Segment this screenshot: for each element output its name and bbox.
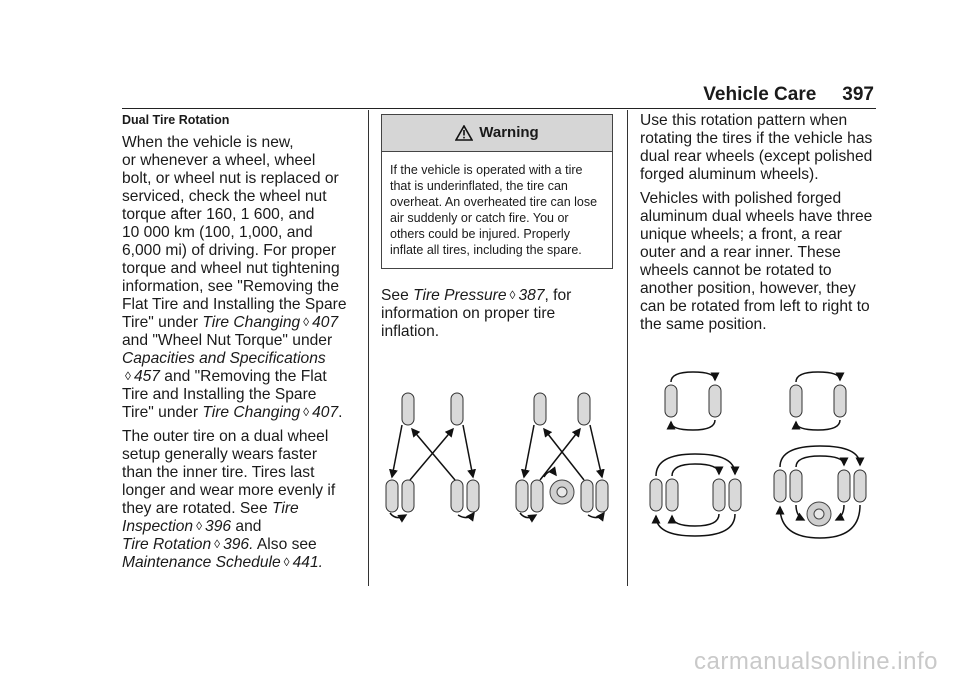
link-tire-changing[interactable]: Tire Changing ◊ 407 xyxy=(202,314,339,331)
rotation-diagram-dual-spare xyxy=(510,385,620,525)
text-line: they are rotated. See xyxy=(122,500,272,517)
text-line: Tire" under xyxy=(122,314,203,331)
text-line: longer and wear more evenly if xyxy=(122,482,336,499)
rotation-arrow xyxy=(520,513,536,518)
text-line: . xyxy=(338,404,343,421)
tire-rear-right-inner xyxy=(581,480,593,512)
page-number: 397 xyxy=(842,84,874,105)
polished-front-rotation-2 xyxy=(781,368,861,434)
rotation-arrow xyxy=(796,372,840,382)
text-line: setup generally wears faster xyxy=(122,446,318,463)
tire-front-left xyxy=(402,393,414,425)
rotation-arrow xyxy=(796,420,840,430)
column-divider-2 xyxy=(627,110,628,586)
rotation-arrow xyxy=(672,514,719,526)
link-tire-rotation[interactable]: Tire Rotation ◊ 396. xyxy=(122,536,254,553)
tire-rear-right-inner xyxy=(713,479,725,511)
header-rule xyxy=(122,108,876,109)
text-line: When the vehicle is new, xyxy=(122,134,294,151)
text-line: serviced, check the wheel nut xyxy=(122,188,327,205)
tire-front-right xyxy=(451,393,463,425)
link-page-457[interactable]: ◊ 457 xyxy=(122,368,160,385)
text-line: and "Wheel Nut Torque" under xyxy=(122,332,333,349)
column-1 xyxy=(122,112,360,578)
text-line: and "Removing the Flat xyxy=(159,368,327,385)
page-reference-arrow-icon: ◊ xyxy=(125,369,131,383)
text-line: , for information on proper tire inflation. xyxy=(381,287,572,340)
link-capacities[interactable]: Capacities and Specifications xyxy=(122,350,326,367)
page-reference-arrow-icon: ◊ xyxy=(303,315,310,329)
warning-title: Warning xyxy=(479,124,539,141)
rotation-arrow xyxy=(410,429,453,480)
tire-front-right xyxy=(709,385,721,417)
text-line: 10 000 km (100, 1,000, and xyxy=(122,224,313,241)
warning-box xyxy=(381,114,613,269)
text-line: than the inner tire. Tires last xyxy=(122,464,315,481)
rotation-arrow xyxy=(458,513,474,518)
text-line: See xyxy=(381,287,414,304)
rotation-diagram-dual xyxy=(378,385,488,525)
rotation-arrow xyxy=(544,429,584,480)
link-tire[interactable]: Tire xyxy=(271,500,299,517)
rotation-arrow xyxy=(796,505,804,520)
polished-rear-rotation-spare xyxy=(768,440,872,544)
tire-rear-left-outer xyxy=(650,479,662,511)
link-tire-pressure[interactable]: Tire Pressure ◊ 387 xyxy=(413,287,545,304)
link-maintenance-schedule[interactable]: Maintenance Schedule ◊ 441. xyxy=(122,554,323,571)
tire-rear-right-inner xyxy=(838,470,850,502)
polished-rear-rotation xyxy=(643,444,747,544)
text-line: Tire and Installing the Spare xyxy=(122,386,317,403)
tire-rear-left-inner xyxy=(790,470,802,502)
page-header xyxy=(703,84,874,106)
section-subheading: Dual Tire Rotation xyxy=(122,113,230,127)
rotation-arrow xyxy=(672,464,719,476)
spare-hub xyxy=(557,487,567,497)
text-line: and xyxy=(231,518,262,535)
rotation-arrow xyxy=(656,454,735,476)
text-line: torque after 160, 1 600, and xyxy=(122,206,315,223)
text-line: bolt, or wheel nut is replaced or xyxy=(122,170,339,187)
rotation-arrow xyxy=(671,420,715,430)
text-line: or whenever a wheel, wheel xyxy=(122,152,316,169)
tire-rear-right-outer xyxy=(467,480,479,512)
tire-front-right xyxy=(834,385,846,417)
rotation-arrow xyxy=(392,425,402,477)
tire-rear-right-outer xyxy=(854,470,866,502)
polished-front-rotation xyxy=(656,368,736,434)
page-reference-arrow-icon: ◊ xyxy=(509,288,516,302)
paragraph-rotation-pattern: Use this rotation pattern when rotating the tires if the vehicle has dual rear wheels (except polished forged aluminum wheels). xyxy=(640,112,873,183)
column-3 xyxy=(640,112,878,340)
section-title: Vehicle Care xyxy=(703,84,817,105)
paragraph-polished-wheels: Vehicles with polished forged aluminum dual wheels have three unique wheels; a front, a rear outer and a rear inner. These wheels cannot be rotated to another position, however, they can be rotated from left to right to the same position. xyxy=(640,190,873,333)
paragraph-wheel-torque xyxy=(122,134,360,422)
tire-front-right xyxy=(578,393,590,425)
page-reference-arrow-icon: ◊ xyxy=(303,405,310,419)
text-line: torque and wheel nut tightening xyxy=(122,260,340,277)
rotation-arrow xyxy=(796,456,844,467)
rotation-arrow xyxy=(524,425,534,477)
rotation-arrow xyxy=(588,513,604,518)
warning-triangle-icon xyxy=(455,125,473,141)
rotation-arrow xyxy=(671,372,715,382)
rotation-arrow xyxy=(540,429,580,480)
tire-rear-left-outer xyxy=(386,480,398,512)
text-line: The outer tire on a dual wheel xyxy=(122,428,329,445)
rotation-arrow xyxy=(463,425,473,477)
tire-rear-left-outer xyxy=(774,470,786,502)
page-reference-arrow-icon: ◊ xyxy=(196,519,203,533)
rotation-arrow xyxy=(836,505,844,520)
rotation-arrow xyxy=(590,425,602,477)
page-reference-arrow-icon: ◊ xyxy=(214,537,221,551)
link-tire-changing-2[interactable]: Tire Changing ◊ 407 xyxy=(202,404,339,421)
text-line: 6,000 mi) of driving. For proper xyxy=(122,242,337,259)
page-reference-arrow-icon: ◊ xyxy=(283,555,290,569)
tire-front-left xyxy=(790,385,802,417)
spare-hub xyxy=(814,509,824,519)
tire-rear-left-inner xyxy=(666,479,678,511)
tire-rear-left-outer xyxy=(516,480,528,512)
tire-front-left xyxy=(534,393,546,425)
column-2 xyxy=(381,114,613,341)
text-line: information, see "Removing the xyxy=(122,278,340,295)
watermark: carmanualsonline.info xyxy=(694,648,938,675)
paragraph-tire-pressure xyxy=(381,287,613,341)
warning-header xyxy=(382,115,612,152)
tire-rear-left-inner xyxy=(402,480,414,512)
column-divider-1 xyxy=(368,110,369,586)
rotation-arrow xyxy=(412,429,455,480)
warning-body: If the vehicle is operated with a tire that is underinflated, the tire can overheat. An overheated tire can lose air suddenly or catch fire. You or others could be injured. Properly inflate all tires, including the spare. xyxy=(390,163,598,257)
text-line: Tire" under xyxy=(122,404,203,421)
text-line: Flat Tire and Installing the Spare xyxy=(122,296,347,313)
tire-rear-right-outer xyxy=(596,480,608,512)
rotation-arrow xyxy=(390,513,406,518)
rotation-arrow xyxy=(656,514,735,536)
tire-rear-left-inner xyxy=(531,480,543,512)
link-tire-inspection[interactable]: Inspection ◊ 396 xyxy=(122,518,232,535)
text-line: Also see xyxy=(253,536,317,553)
tire-front-left xyxy=(665,385,677,417)
tire-rear-right-outer xyxy=(729,479,741,511)
paragraph-outer-tire xyxy=(122,428,360,572)
tire-rear-right-inner xyxy=(451,480,463,512)
